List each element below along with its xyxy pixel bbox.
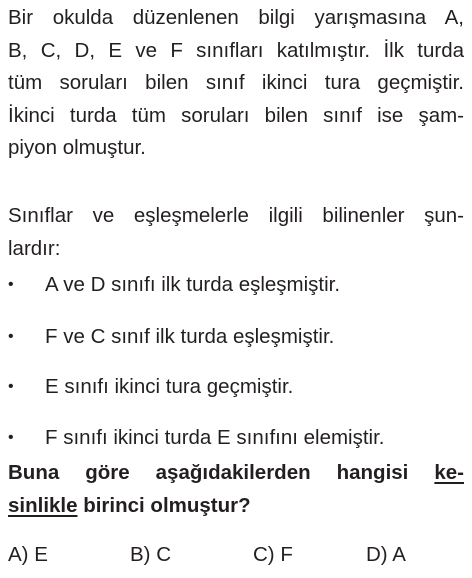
emphasis-underlined: sinlikle: [8, 493, 78, 517]
answer-option-d[interactable]: D) A: [366, 543, 406, 566]
fact-text: E sınıfı ikinci tura geçmiştir.: [45, 375, 294, 398]
emphasis-underlined: ke-: [434, 461, 465, 484]
question-stem: [8, 457, 464, 522]
question-line: [8, 490, 464, 523]
answer-option-c[interactable]: C) F: [253, 543, 293, 566]
intro-line: piyon olmuştur.: [8, 136, 146, 159]
intro-line: İkinci turda tüm soruları bilen sınıf ise şam-: [8, 103, 464, 127]
question-text: birinci olmuştur?: [77, 493, 251, 517]
intro-line: Bir okulda düzenlenen bilgi yarışmasına A,: [8, 6, 464, 29]
bullet-icon: •: [8, 328, 14, 345]
fact-text: F sınıfı ikinci turda E sınıfını elemiştir.: [45, 426, 385, 449]
info-line: lardır:: [8, 236, 61, 260]
bullet-icon: •: [8, 429, 14, 446]
answer-option-b[interactable]: B) C: [130, 543, 171, 566]
info-line: Sınıflar ve eşleşmelerle ilgili bilinenler şun-: [8, 204, 464, 227]
question-text: Buna göre aşağıdakilerden hangisi: [8, 461, 409, 484]
intro-paragraph: [8, 2, 464, 165]
intro-line: tüm soruları bilen sınıf ikinci tura geçmiştir.: [8, 71, 464, 94]
info-paragraph: [8, 200, 464, 265]
bullet-icon: •: [8, 378, 14, 395]
intro-line: B, C, D, E ve F sınıfları katılmıştır. İlk turda: [8, 38, 464, 62]
fact-text: F ve C sınıf ilk turda eşleşmiştir.: [45, 325, 335, 348]
question-line: [8, 457, 464, 490]
answer-option-a[interactable]: A) E: [8, 543, 48, 566]
fact-text: A ve D sınıfı ilk turda eşleşmiştir.: [45, 273, 341, 296]
bullet-icon: •: [8, 276, 14, 293]
